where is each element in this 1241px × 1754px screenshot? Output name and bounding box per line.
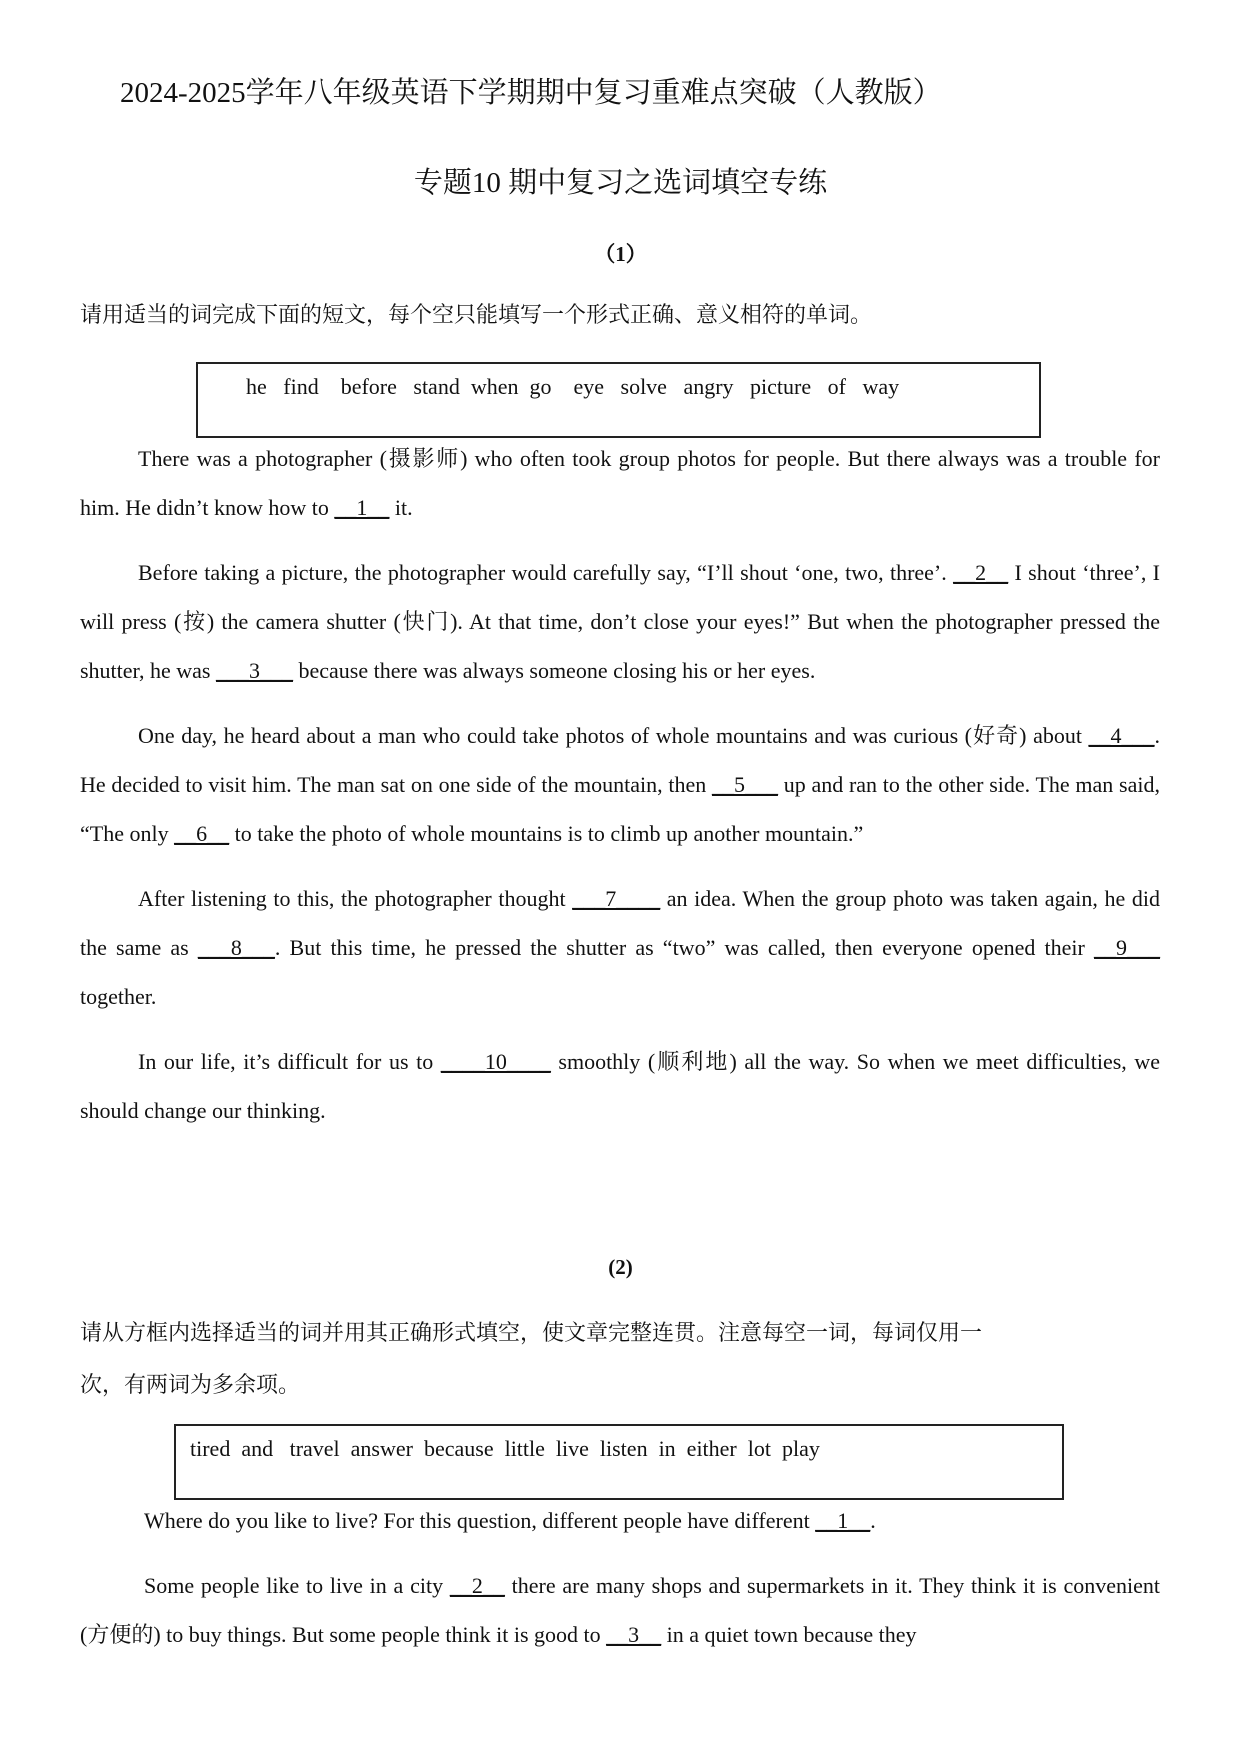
section-2-instruction-line-1: 请从方框内选择适当的词并用其正确形式填空，使文章完整连贯。注意每空一词，每词仅用一 — [80, 1320, 983, 1345]
section-2-word-box — [174, 1424, 1064, 1500]
document-subtitle: 专题10 期中复习之选词填空专练 — [413, 167, 828, 199]
passage-paragraph: In our life, it’s difficult for us to ____10____ smoothly (顺利地) all the way. So when we meet difficulties, we should change our thinking. — [80, 1049, 1160, 1123]
section-1-instruction: 请用适当的词完成下面的短文，每个空只能填写一个形式正确、意义相符的单词。 — [80, 302, 873, 327]
section-2-answer-blank-3[interactable]: __3__ — [606, 1622, 662, 1647]
answer-blank-7[interactable]: ___7____ — [572, 886, 661, 911]
answer-blank-2[interactable]: __2__ — [953, 560, 1009, 585]
document-title: 2024-2025学年八年级英语下学期期中复习重难点突破（人教版） — [120, 77, 942, 109]
passage-paragraph: One day, he heard about a man who could take photos of whole mountains and was curious (好奇) about __4___. He decided to visit him. The man sat on one side of the mountain, then __5___ up and ran to the other side. The man said, “The only __6__ to take the photo of whole mountains is to climb up another mountain.” — [80, 723, 1160, 846]
passage-paragraph: There was a photographer (摄影师) who often took group photos for people. But there always was a trouble for him. He didn’t know how to __1__ it. — [80, 446, 1160, 520]
section-2-instruction-line-2: 次，有两词为多余项。 — [80, 1372, 301, 1397]
section-2-passage — [80, 1496, 1160, 1659]
section-2-word-list: tired and travel answer because little live listen in either lot play — [190, 1436, 820, 1461]
section-2-answer-blank-2[interactable]: __2__ — [449, 1573, 505, 1598]
section-1-word-box — [196, 362, 1041, 438]
answer-blank-1[interactable]: __1__ — [334, 495, 390, 520]
answer-blank-6[interactable]: __6__ — [174, 821, 230, 846]
section-1-word-list: he find before stand when go eye solve angry picture of way — [246, 374, 900, 399]
answer-blank-9[interactable]: __9___ — [1094, 935, 1161, 960]
section-2-answer-blank-1[interactable]: __1__ — [815, 1508, 871, 1533]
answer-blank-8[interactable]: ___8___ — [197, 935, 275, 960]
section-1-passage — [80, 434, 1160, 1135]
answer-blank-4[interactable]: __4___ — [1088, 723, 1155, 748]
section-2-number: (2) — [608, 1255, 633, 1279]
answer-blank-10[interactable]: ____10____ — [440, 1049, 551, 1074]
answer-blank-3[interactable]: ___3___ — [215, 658, 293, 683]
passage-paragraph: After listening to this, the photographer thought ___7____ an idea. When the group photo was taken again, he did the same as ___8___. But this time, he pressed the shutter as “two” was called, then everyone opened their __9___ together. — [80, 886, 1161, 1009]
passage-paragraph: Some people like to live in a city __2__ there are many shops and supermarkets in it. They think it is convenient (方便的) to buy things. But some people think it is good to __3__ in a quiet town because they — [80, 1573, 1160, 1647]
passage-paragraph: Where do you like to live? For this question, different people have different __1__. — [144, 1508, 876, 1533]
section-1-number: （1） — [594, 242, 647, 266]
answer-blank-5[interactable]: __5___ — [711, 772, 778, 797]
passage-paragraph: Before taking a picture, the photographer would carefully say, “I’ll shout ‘one, two, three’. __2__ I shout ‘three’, I will press (按) the camera shutter (快门). At that time, don’t close your eyes!” But when the photographer pressed the shutter, he was ___3___ because there was always someone closing his or her eyes. — [80, 560, 1160, 683]
